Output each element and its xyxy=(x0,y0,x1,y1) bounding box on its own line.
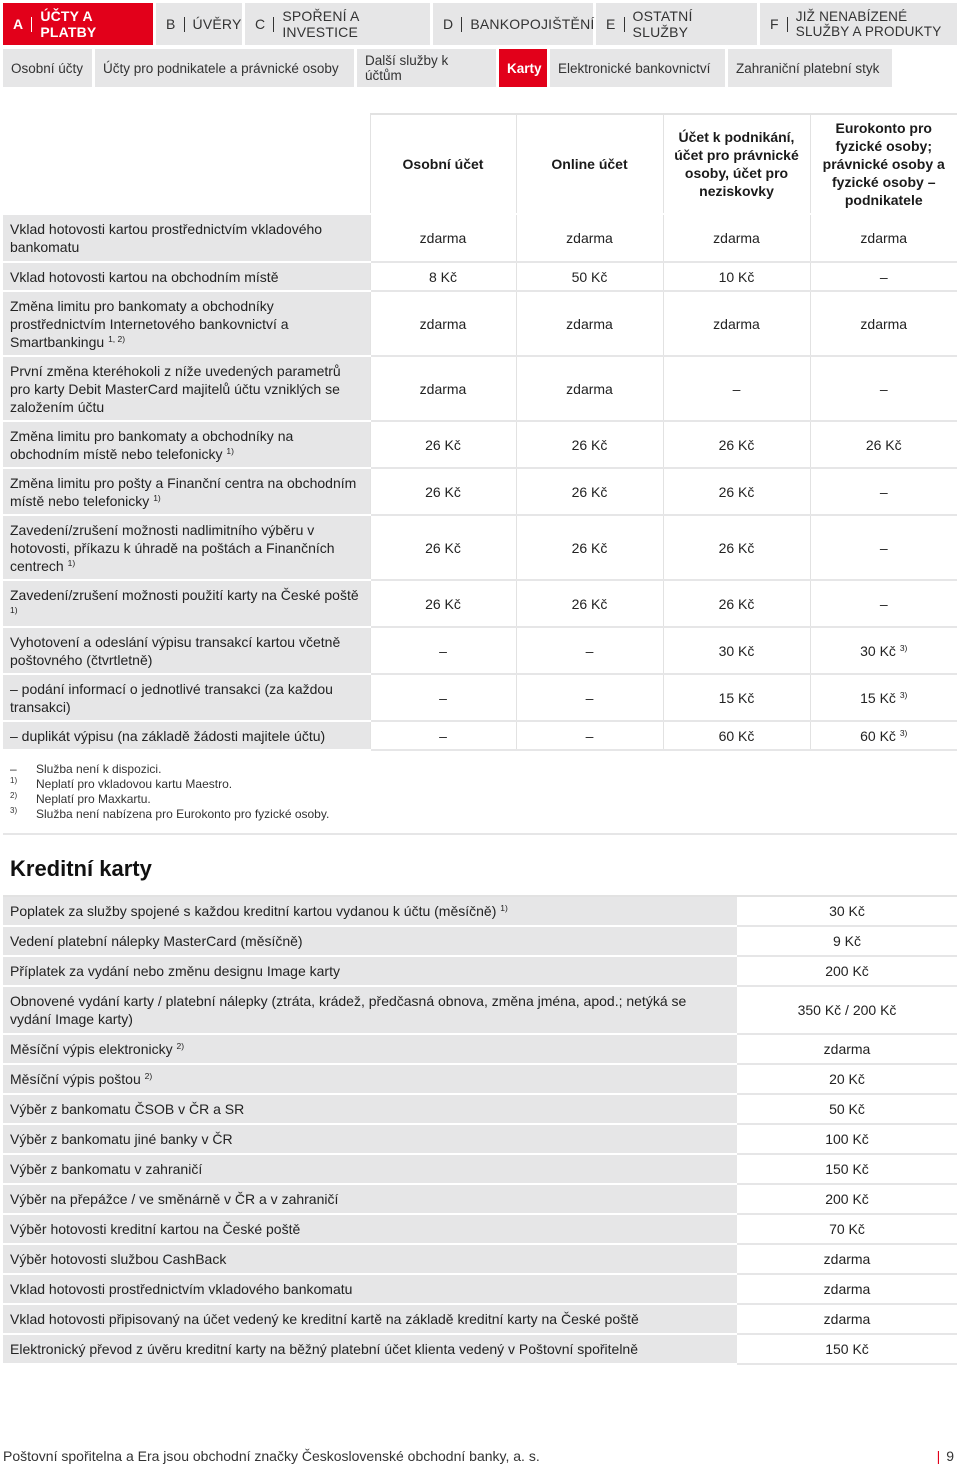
row-label: – duplikát výpisu (na základě žádosti majitele účtu) xyxy=(3,721,370,750)
page-number xyxy=(929,1448,954,1464)
table-row xyxy=(3,1274,957,1304)
table-row xyxy=(3,1064,957,1094)
footnote-ref: 2) xyxy=(176,1041,185,1051)
cell-value: 26 Kč xyxy=(370,580,516,627)
footnote-ref: 1) xyxy=(10,604,18,615)
cell-value: 26 Kč xyxy=(810,421,957,468)
cell-value: 26 Kč xyxy=(370,515,516,580)
footnote-ref: 1) xyxy=(500,903,508,913)
cell-value: 26 Kč xyxy=(516,580,663,627)
cell-value: zdarma xyxy=(370,291,516,356)
cell-value: – xyxy=(516,627,663,674)
section-tab-f[interactable] xyxy=(760,3,957,45)
section-label: OSTATNÍ SLUŽBY xyxy=(632,8,693,40)
row-label-text: Zavedení/zrušení možnosti použití karty na České poště xyxy=(10,586,359,603)
footnote-ref: 3) xyxy=(899,689,908,700)
cell-value: 9 Kč xyxy=(737,926,957,956)
cell-value: 26 Kč xyxy=(516,515,663,580)
cell-value: 26 Kč xyxy=(370,421,516,468)
cell-value: 150 Kč xyxy=(737,1334,957,1364)
table-row xyxy=(3,1244,957,1274)
page-footer: Poštovní spořitelna a Era jsou obchodní značky Československé obchodní banky, a. s. xyxy=(3,1448,540,1464)
cell-value: – xyxy=(516,721,663,750)
page-number-text: 9 xyxy=(946,1448,954,1464)
subnav-item-dalsi-sluzby[interactable]: Další služby k účtům xyxy=(357,49,496,87)
footnote-ref: 1) xyxy=(67,557,76,568)
cell-value: 20 Kč xyxy=(737,1064,957,1094)
cell-value: 100 Kč xyxy=(737,1124,957,1154)
credit-card-fees-table xyxy=(3,895,957,1365)
section-label: SPOŘENÍ A INVESTICE xyxy=(282,8,359,40)
section-title: Kreditní karty xyxy=(10,856,152,881)
column-header: Osobní účet xyxy=(370,114,516,214)
row-label: Vedení platební nálepky MasterCard (měsíčně) xyxy=(3,926,737,956)
cell-value: 50 Kč xyxy=(737,1094,957,1124)
cell-value: – xyxy=(810,515,957,580)
section-tab-a[interactable] xyxy=(3,3,153,45)
section-letter: D xyxy=(443,17,462,32)
row-label-text: Zavedení/zrušení možnosti nadlimitního výběru v hotovosti, příkazu k úhradě na poštách a Finančních centrech xyxy=(10,521,335,574)
footnote-ref: 1, 2) xyxy=(108,333,126,344)
row-label-text: Měsíční výpis elektronicky xyxy=(10,1041,173,1057)
table-row xyxy=(3,1214,957,1244)
cell-value: 50 Kč xyxy=(516,262,663,291)
section-label: ÚVĚRY xyxy=(192,16,242,32)
cell-value xyxy=(810,721,957,750)
footnote-mark-text: 3) xyxy=(10,806,18,815)
row-label-text: Poplatek za služby spojené s každou kreditní kartou vydanou k účtu (měsíčně) xyxy=(10,903,497,919)
row-label: Vklad hotovosti prostřednictvím vkladového bankomatu xyxy=(3,1274,737,1304)
row-label xyxy=(3,1064,737,1094)
cell-value: – xyxy=(810,262,957,291)
footnote-ref: 1) xyxy=(153,492,161,503)
row-label xyxy=(3,421,370,468)
cell-value: – xyxy=(370,674,516,721)
cell-value: zdarma xyxy=(516,291,663,356)
column-header: Eurokonto pro fyzické osoby; právnické osoby a fyzické osoby – podnikatele xyxy=(810,114,957,214)
cell-value: zdarma xyxy=(663,214,810,262)
header-blank-cell xyxy=(3,114,370,214)
footnote-text: Neplatí pro Maxkartu. xyxy=(36,792,151,806)
row-label: Výběr hotovosti službou CashBack xyxy=(3,1244,737,1274)
section-letter: C xyxy=(255,17,274,32)
table-row xyxy=(3,1094,957,1124)
table-row xyxy=(3,986,957,1034)
table-row xyxy=(3,291,957,356)
cell-value: zdarma xyxy=(810,214,957,262)
table-row xyxy=(3,1334,957,1364)
table-row xyxy=(3,1184,957,1214)
card-fees-table xyxy=(3,113,957,751)
row-label: Příplatek za vydání nebo změnu designu Image karty xyxy=(3,956,737,986)
cell-value: 200 Kč xyxy=(737,956,957,986)
table-row xyxy=(3,1124,957,1154)
table-row xyxy=(3,926,957,956)
cell-value: 350 Kč / 200 Kč xyxy=(737,986,957,1034)
footnote-mark: – xyxy=(10,762,17,776)
cell-value-text: 15 Kč xyxy=(860,689,896,706)
cell-value: 8 Kč xyxy=(370,262,516,291)
cell-value: 30 Kč xyxy=(663,627,810,674)
section-letter: B xyxy=(166,17,185,32)
cell-value: 200 Kč xyxy=(737,1184,957,1214)
cell-value: – xyxy=(516,674,663,721)
cell-value xyxy=(810,674,957,721)
cell-value: – xyxy=(810,356,957,421)
cell-value: zdarma xyxy=(663,291,810,356)
row-label: Výběr na přepážce / ve směnárně v ČR a v zahraničí xyxy=(3,1184,737,1214)
footnote-ref: 1) xyxy=(226,445,234,456)
cell-value: 26 Kč xyxy=(663,515,810,580)
footnote-mark-text: 2) xyxy=(10,791,18,800)
table-row xyxy=(3,956,957,986)
row-label xyxy=(3,580,370,627)
cell-value: zdarma xyxy=(737,1034,957,1064)
row-label: – podání informací o jednotlivé transakci (za každou transakci) xyxy=(3,674,370,721)
column-header: Online účet xyxy=(516,114,663,214)
table-row xyxy=(3,468,957,515)
footnote xyxy=(10,792,329,807)
cell-value xyxy=(810,627,957,674)
row-label-text: Změna limitu pro bankomaty a obchodníky na obchodním místě nebo telefonicky xyxy=(10,427,294,462)
row-label xyxy=(3,896,737,926)
subnav-item-osobni-ucty[interactable]: Osobní účty xyxy=(3,49,92,87)
section-letter: F xyxy=(770,17,788,32)
row-label xyxy=(3,468,370,515)
footnote-ref: 3) xyxy=(899,642,908,653)
table-row xyxy=(3,580,957,627)
section-tab-c[interactable] xyxy=(245,3,430,45)
table-row xyxy=(3,262,957,291)
section-label-line1: JIŽ NENABÍZENÉ xyxy=(795,9,908,24)
table-row xyxy=(3,896,957,926)
row-label-text: Měsíční výpis poštou xyxy=(10,1071,141,1087)
section-tab-d[interactable] xyxy=(433,3,593,45)
table-row xyxy=(3,214,957,262)
table-row xyxy=(3,721,957,750)
footnote-mark-text: 1) xyxy=(10,776,18,785)
section-label: BANKOPOJIŠTĚNÍ xyxy=(470,16,595,32)
footnote xyxy=(10,777,329,792)
row-label xyxy=(3,1034,737,1064)
section-letter: A xyxy=(13,17,32,32)
cell-value: zdarma xyxy=(516,214,663,262)
footnote-mark xyxy=(10,792,36,807)
cell-value: 150 Kč xyxy=(737,1154,957,1184)
row-label: Vklad hotovosti kartou na obchodním místě xyxy=(3,262,370,291)
row-label: Vklad hotovosti kartou prostřednictvím vkladového bankomatu xyxy=(3,214,370,262)
cell-value: zdarma xyxy=(737,1244,957,1274)
footnote-mark xyxy=(10,807,36,822)
cell-value: 26 Kč xyxy=(663,421,810,468)
table-row xyxy=(3,627,957,674)
row-label: Obnovené vydání karty / platební nálepky (ztráta, krádež, předčasná obnova, změna jména, apod.; netýká se vydání Image karty) xyxy=(3,986,737,1034)
section-label: ÚČTY A PLATBY xyxy=(40,8,97,40)
section-divider xyxy=(3,833,957,835)
row-label: Výběr z bankomatu jiné banky v ČR xyxy=(3,1124,737,1154)
footnote xyxy=(10,807,329,822)
cell-value: 26 Kč xyxy=(663,580,810,627)
section-tabs xyxy=(3,3,957,45)
table-row xyxy=(3,1154,957,1184)
cell-value: – xyxy=(370,721,516,750)
table-row xyxy=(3,1034,957,1064)
cell-value: zdarma xyxy=(737,1304,957,1334)
row-label: Elektronický převod z úvěru kreditní karty na běžný platební účet klienta vedený v Poštovní spořitelně xyxy=(3,1334,737,1364)
section-label-line2: SLUŽBY A PRODUKTY xyxy=(795,24,942,39)
sub-navigation xyxy=(3,49,892,87)
cell-value: 26 Kč xyxy=(663,468,810,515)
table-row xyxy=(3,674,957,721)
footnote-ref: 3) xyxy=(899,727,908,738)
section-letter: E xyxy=(606,17,625,32)
row-label: Výběr z bankomatu ČSOB v ČR a SR xyxy=(3,1094,737,1124)
footnote-ref: 2) xyxy=(144,1071,153,1081)
footnote xyxy=(10,762,329,777)
row-label: Vyhotovení a odeslání výpisu transakcí kartou včetně poštovného (čtvrtletně) xyxy=(3,627,370,674)
subnav-item-elektronicke-bankovnictvi[interactable]: Elektronické bankovnictví xyxy=(550,49,725,87)
cell-value: 26 Kč xyxy=(516,468,663,515)
row-label-text: Změna limitu pro pošty a Finanční centra na obchodním místě nebo telefonicky xyxy=(10,474,357,509)
table-row xyxy=(3,515,957,580)
cell-value: – xyxy=(663,356,810,421)
footnote-text: Služba není nabízena pro Eurokonto pro fyzické osoby. xyxy=(36,807,330,821)
cell-value: zdarma xyxy=(370,214,516,262)
cell-value: zdarma xyxy=(516,356,663,421)
cell-value: 30 Kč xyxy=(737,896,957,926)
row-label xyxy=(3,291,370,356)
section-label xyxy=(796,9,942,39)
table-row xyxy=(3,356,957,421)
subnav-item-zahranicni-platebni-styk[interactable]: Zahraniční platební styk xyxy=(728,49,892,87)
cell-value: 70 Kč xyxy=(737,1214,957,1244)
footnotes xyxy=(10,762,329,822)
footnote-text: Neplatí pro vkladovou kartu Maestro. xyxy=(36,777,233,791)
cell-value: 10 Kč xyxy=(663,262,810,291)
row-label: První změna kteréhokoli z níže uvedených parametrů pro karty Debit MasterCard majitelů účtu vzniklých se založením účtu xyxy=(3,356,370,421)
cell-value: 26 Kč xyxy=(370,468,516,515)
cell-value: – xyxy=(810,468,957,515)
column-header: Účet k podnikání, účet pro právnické osoby, účet pro neziskovky xyxy=(663,114,810,214)
cell-value-text: 60 Kč xyxy=(860,727,896,744)
subnav-item-ucty-podnikatele[interactable]: Účty pro podnikatele a právnické osoby xyxy=(95,49,354,87)
cell-value: 15 Kč xyxy=(663,674,810,721)
row-label: Výběr hotovosti kreditní kartou na České poště xyxy=(3,1214,737,1244)
table-row xyxy=(3,421,957,468)
cell-value: 26 Kč xyxy=(516,421,663,468)
cell-value: zdarma xyxy=(370,356,516,421)
row-label: Výběr z bankomatu v zahraničí xyxy=(3,1154,737,1184)
cell-value: 60 Kč xyxy=(663,721,810,750)
row-label xyxy=(3,515,370,580)
table-row xyxy=(3,1304,957,1334)
row-label-text: Změna limitu pro bankomaty a obchodníky prostřednictvím Internetového bankovnictví a Smartbankingu xyxy=(10,297,289,350)
cell-value: – xyxy=(810,580,957,627)
row-label: Vklad hotovosti připisovaný na účet vedený ke kreditní kartě na základě kreditní karty na České poště xyxy=(3,1304,737,1334)
footnote-mark xyxy=(10,777,36,792)
cell-value: – xyxy=(370,627,516,674)
cell-value-text: 30 Kč xyxy=(860,642,896,659)
page-number-separator: | xyxy=(936,1448,941,1464)
cell-value: zdarma xyxy=(810,291,957,356)
section-tab-e[interactable] xyxy=(596,3,757,45)
footnote-text: Služba není k dispozici. xyxy=(36,762,162,776)
subnav-item-karty[interactable]: Karty xyxy=(499,49,547,87)
section-tab-b[interactable] xyxy=(156,3,242,45)
cell-value: zdarma xyxy=(737,1274,957,1304)
